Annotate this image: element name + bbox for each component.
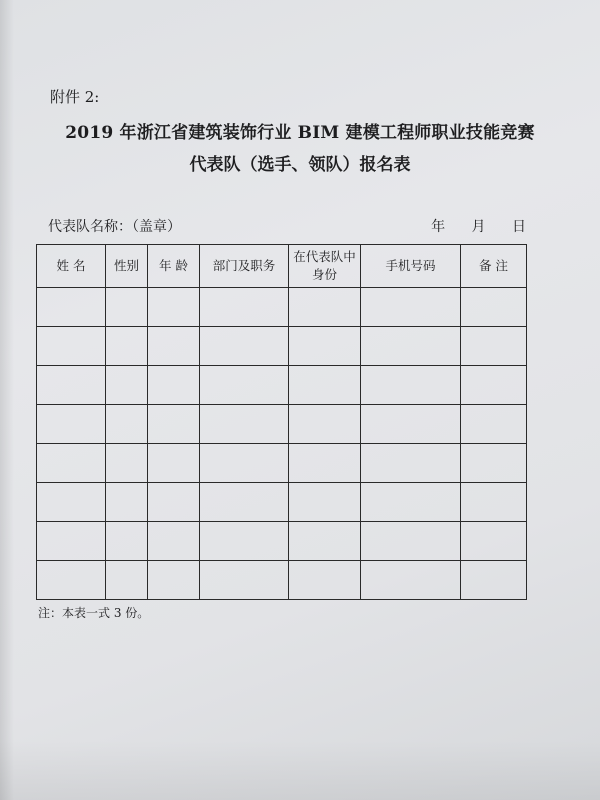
table-cell[interactable] bbox=[461, 288, 527, 327]
header-department-position: 部门及职务 bbox=[200, 245, 289, 288]
table-cell[interactable] bbox=[200, 288, 289, 327]
document-title-line1: 2019 年浙江省建筑装饰行业 BIM 建模工程师职业技能竞赛 bbox=[65, 123, 535, 143]
table-cell[interactable] bbox=[200, 366, 289, 405]
table-cell[interactable] bbox=[37, 444, 106, 483]
table-row bbox=[37, 327, 527, 366]
table-cell[interactable] bbox=[289, 483, 361, 522]
table-row bbox=[37, 483, 527, 522]
table-cell[interactable] bbox=[106, 366, 148, 405]
table-cell[interactable] bbox=[289, 522, 361, 561]
table-cell[interactable] bbox=[361, 366, 461, 405]
header-name: 姓 名 bbox=[37, 245, 106, 288]
table-cell[interactable] bbox=[461, 522, 527, 561]
table-cell[interactable] bbox=[461, 444, 527, 483]
table-header-row bbox=[37, 245, 527, 288]
table-cell[interactable] bbox=[200, 483, 289, 522]
table-cell[interactable] bbox=[200, 561, 289, 600]
table-cell[interactable] bbox=[289, 366, 361, 405]
table-cell[interactable] bbox=[289, 327, 361, 366]
table-cell[interactable] bbox=[148, 327, 200, 366]
table-cell[interactable] bbox=[106, 444, 148, 483]
table-cell[interactable] bbox=[106, 561, 148, 600]
date-placeholder: 年 月 日 bbox=[431, 219, 526, 235]
table-cell[interactable] bbox=[361, 561, 461, 600]
table-cell[interactable] bbox=[289, 288, 361, 327]
table-cell[interactable] bbox=[148, 522, 200, 561]
table-cell[interactable] bbox=[200, 327, 289, 366]
document-title-line2: 代表队（选手、领队）报名表 bbox=[189, 155, 411, 175]
table-cell[interactable] bbox=[361, 522, 461, 561]
table-row bbox=[37, 405, 527, 444]
table-row bbox=[37, 444, 527, 483]
table-cell[interactable] bbox=[148, 483, 200, 522]
attachment-label: 附件 2: bbox=[50, 88, 100, 106]
table-cell[interactable] bbox=[200, 444, 289, 483]
header-phone: 手机号码 bbox=[361, 245, 461, 288]
table-row bbox=[37, 288, 527, 327]
table-cell[interactable] bbox=[200, 405, 289, 444]
table-cell[interactable] bbox=[37, 561, 106, 600]
table-cell[interactable] bbox=[106, 327, 148, 366]
table-cell[interactable] bbox=[37, 522, 106, 561]
table-cell[interactable] bbox=[361, 327, 461, 366]
registration-table bbox=[36, 244, 527, 600]
table-cell[interactable] bbox=[37, 366, 106, 405]
table-cell[interactable] bbox=[37, 483, 106, 522]
table-row bbox=[37, 561, 527, 600]
header-team-role: 在代表队中身份 bbox=[289, 245, 361, 288]
header-remarks: 备 注 bbox=[461, 245, 527, 288]
table-cell[interactable] bbox=[37, 405, 106, 444]
table-cell[interactable] bbox=[37, 288, 106, 327]
table-cell[interactable] bbox=[361, 405, 461, 444]
table-cell[interactable] bbox=[106, 288, 148, 327]
table-cell[interactable] bbox=[148, 288, 200, 327]
table-cell[interactable] bbox=[37, 327, 106, 366]
table-cell[interactable] bbox=[289, 405, 361, 444]
table-cell[interactable] bbox=[289, 561, 361, 600]
table-cell[interactable] bbox=[461, 327, 527, 366]
table-cell[interactable] bbox=[289, 444, 361, 483]
table-cell[interactable] bbox=[461, 366, 527, 405]
table-row bbox=[37, 366, 527, 405]
table-cell[interactable] bbox=[148, 366, 200, 405]
footnote: 注：本表一式 3 份。 bbox=[38, 606, 150, 620]
table-cell[interactable] bbox=[361, 444, 461, 483]
header-gender: 性别 bbox=[106, 245, 148, 288]
table-cell[interactable] bbox=[361, 288, 461, 327]
table-row bbox=[37, 522, 527, 561]
table-cell[interactable] bbox=[106, 405, 148, 444]
header-age: 年 龄 bbox=[148, 245, 200, 288]
table-cell[interactable] bbox=[106, 522, 148, 561]
table-cell[interactable] bbox=[461, 405, 527, 444]
table-cell[interactable] bbox=[106, 483, 148, 522]
table-cell[interactable] bbox=[148, 405, 200, 444]
table-cell[interactable] bbox=[148, 561, 200, 600]
table-cell[interactable] bbox=[148, 444, 200, 483]
table-cell[interactable] bbox=[200, 522, 289, 561]
team-name-label: 代表队名称：（盖章） bbox=[48, 219, 181, 235]
table-cell[interactable] bbox=[461, 483, 527, 522]
page-shadow-bottom bbox=[0, 740, 600, 800]
table-cell[interactable] bbox=[461, 561, 527, 600]
table-cell[interactable] bbox=[361, 483, 461, 522]
